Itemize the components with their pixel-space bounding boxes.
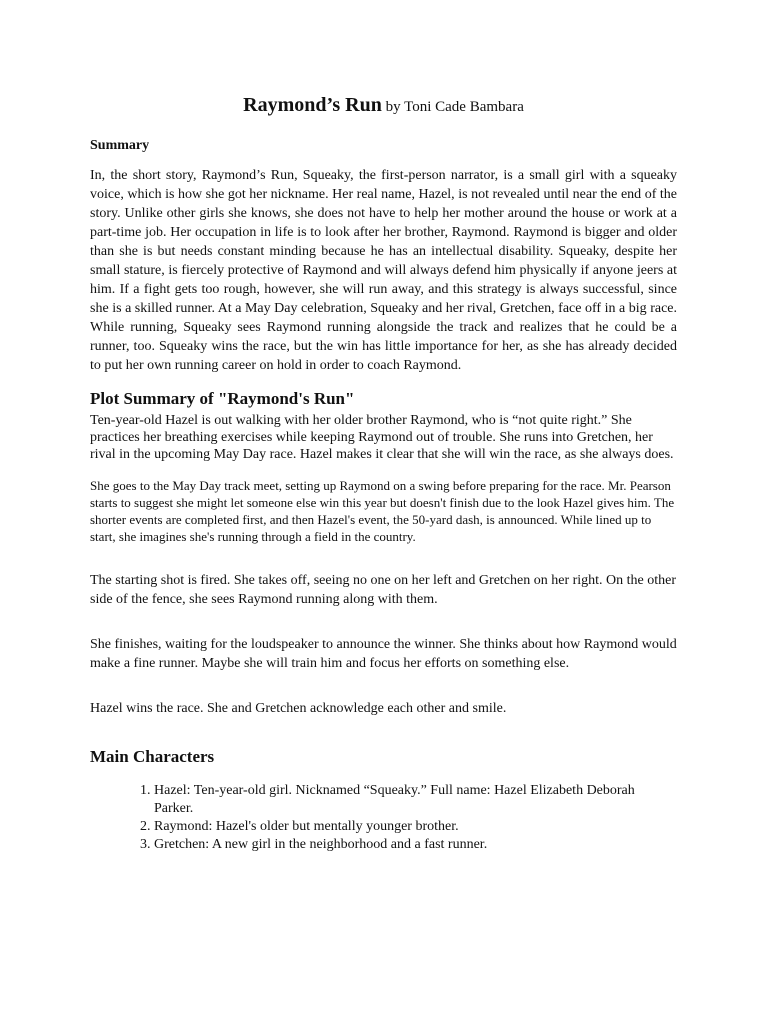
list-item: 1. Hazel: Ten-year-old girl. Nicknamed “Squeaky.” Full name: Hazel Elizabeth Deborah Parker. [154,782,677,818]
list-item: 2. Raymond: Hazel's older but mentally younger brother. [154,818,677,836]
list-item: 3. Gretchen: A new girl in the neighborhood and a fast runner. [154,836,677,854]
main-characters-heading: Main Characters [90,747,215,766]
plot-paragraph-4: She finishes, waiting for the loudspeaker to announce the winner. She thinks about how Raymond would make a fine runner. Maybe she will train him and focus her efforts on something else. [90,637,677,671]
plot-summary-heading: Plot Summary of "Raymond's Run" [90,389,355,408]
summary-heading: Summary [90,138,150,153]
plot-paragraph-3: The starting shot is fired. She takes off, seeing no one on her left and Gretchen on her right. On the other side of the fence, she sees Raymond running along with them. [90,573,677,607]
main-characters-list [90,782,677,854]
summary-paragraph: In, the short story, Raymond’s Run, Squeaky, the first-person narrator, is a small girl with a squeaky voice, which is how she got her nickname. Her real name, Hazel, is not revealed until near the end of the story. Unlike other girls she knows, she does not have to help her mother around the house or work at a part-time job. Her occupation in life is to look after her brother, Raymond. Raymond is bigger and older than she is but needs constant minding because he has an intellectual disability. Squeaky, despite her small stature, is fiercely protective of Raymond and will always defend him physically if anyone jeers at him. If a fight gets too rough, however, she will run away, and this strategy is always successful, since she is a skilled runner. At a May Day celebration, Squeaky and her rival, Gretchen, face off in a big race. While running, Squeaky sees Raymond running alongside the track and realizes that he could be a runner, too. Squeaky wins the race, but the win has little importance for her, as she has already decided to put her own running career on hold in order to coach Raymond. [90,168,677,373]
document-title [90,90,677,122]
document-page [90,90,677,854]
plot-paragraph-2: She goes to the May Day track meet, setting up Raymond on a swing before preparing for the race. Mr. Pearson starts to suggest she might let someone else win this year but doesn't finish due to the look Hazel gives him. The shorter events are completed first, and then Hazel's event, the 50-yard dash, is announced. While lined up to start, she imagines she's running through a field in the country. [90,478,675,544]
title-main: Raymond’s Run [243,94,382,116]
plot-paragraph-5: Hazel wins the race. She and Gretchen acknowledge each other and smile. [90,701,507,716]
plot-paragraph-1: Ten-year-old Hazel is out walking with her older brother Raymond, who is “not quite right.” She practices her breathing exercises while keeping Raymond out of trouble. She runs into Gretchen, her rival in the upcoming May Day race. Hazel makes it clear that she will win the race, as she always does. [90,413,674,462]
title-byline: by Toni Cade Bambara [381,99,524,115]
